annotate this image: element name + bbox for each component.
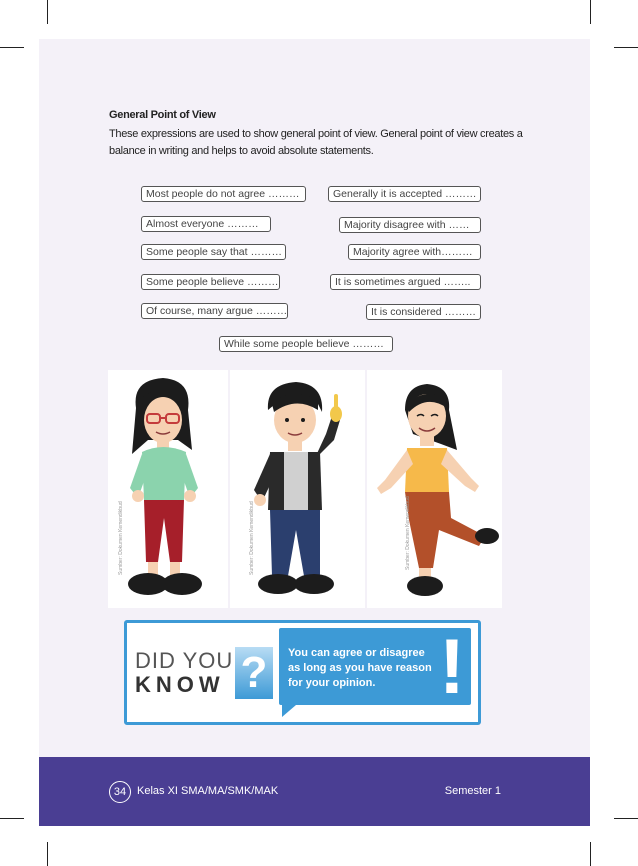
- crop-mark: [47, 842, 48, 866]
- crop-mark: [0, 818, 24, 819]
- expression-chip: Of course, many argue ………: [141, 303, 288, 319]
- figure-credit: Sumber: Dokumen Kemendikbud: [118, 501, 124, 575]
- section-intro: These expressions are used to show general point of view. General point of view creates a balance in writing and helps to avoid absolute statements.: [109, 128, 523, 157]
- girl-with-glasses-illustration: [108, 370, 228, 610]
- crop-mark: [590, 0, 591, 24]
- did-you-know-message: You can agree or disagree as long as you have reason for your opinion.: [288, 647, 432, 689]
- did-you-know-title-line1: DID YOU: [135, 648, 234, 673]
- book-title: Kelas XI SMA/MA/SMK/MAK: [137, 785, 279, 797]
- expression-chip: Almost everyone ………: [141, 216, 271, 232]
- expression-chip: Majority agree with………: [348, 244, 481, 260]
- did-you-know-title-line2: KNOW: [135, 672, 225, 697]
- speech-bubble: [279, 622, 471, 710]
- semester-label: Semester 1: [444, 785, 501, 797]
- crop-mark: [47, 0, 48, 24]
- section-heading: General Point of View: [109, 109, 216, 121]
- expression-chip: Majority disagree with ……: [339, 217, 481, 233]
- crop-mark: [0, 47, 24, 48]
- page-number: 34: [109, 781, 131, 803]
- expression-chip: Generally it is accepted ………: [328, 186, 481, 202]
- expression-chip: Some people believe ………: [141, 274, 280, 290]
- crop-mark: [590, 842, 591, 866]
- exclamation-icon: !: [439, 622, 465, 710]
- expression-chip: Most people do not agree ………: [141, 186, 306, 202]
- did-you-know-box: [124, 620, 481, 725]
- girl-kicking-illustration: [367, 370, 502, 610]
- question-mark-icon: ?: [235, 647, 273, 699]
- speech-bubble-tail: [282, 705, 296, 717]
- crop-mark: [614, 47, 638, 48]
- expression-chip: It is sometimes argued ……..: [330, 274, 481, 290]
- page-footer: [39, 757, 590, 826]
- expression-chip: While some people believe ………: [219, 336, 393, 352]
- figure-credit: Sumber: Dokumen Kemendikbud: [405, 496, 411, 570]
- figure-credit: Sumber: Dokumen Kemendikbud: [249, 501, 255, 575]
- crop-mark: [614, 818, 638, 819]
- expression-chip: It is considered ………: [366, 304, 481, 320]
- expression-chip: Some people say that ………: [141, 244, 286, 260]
